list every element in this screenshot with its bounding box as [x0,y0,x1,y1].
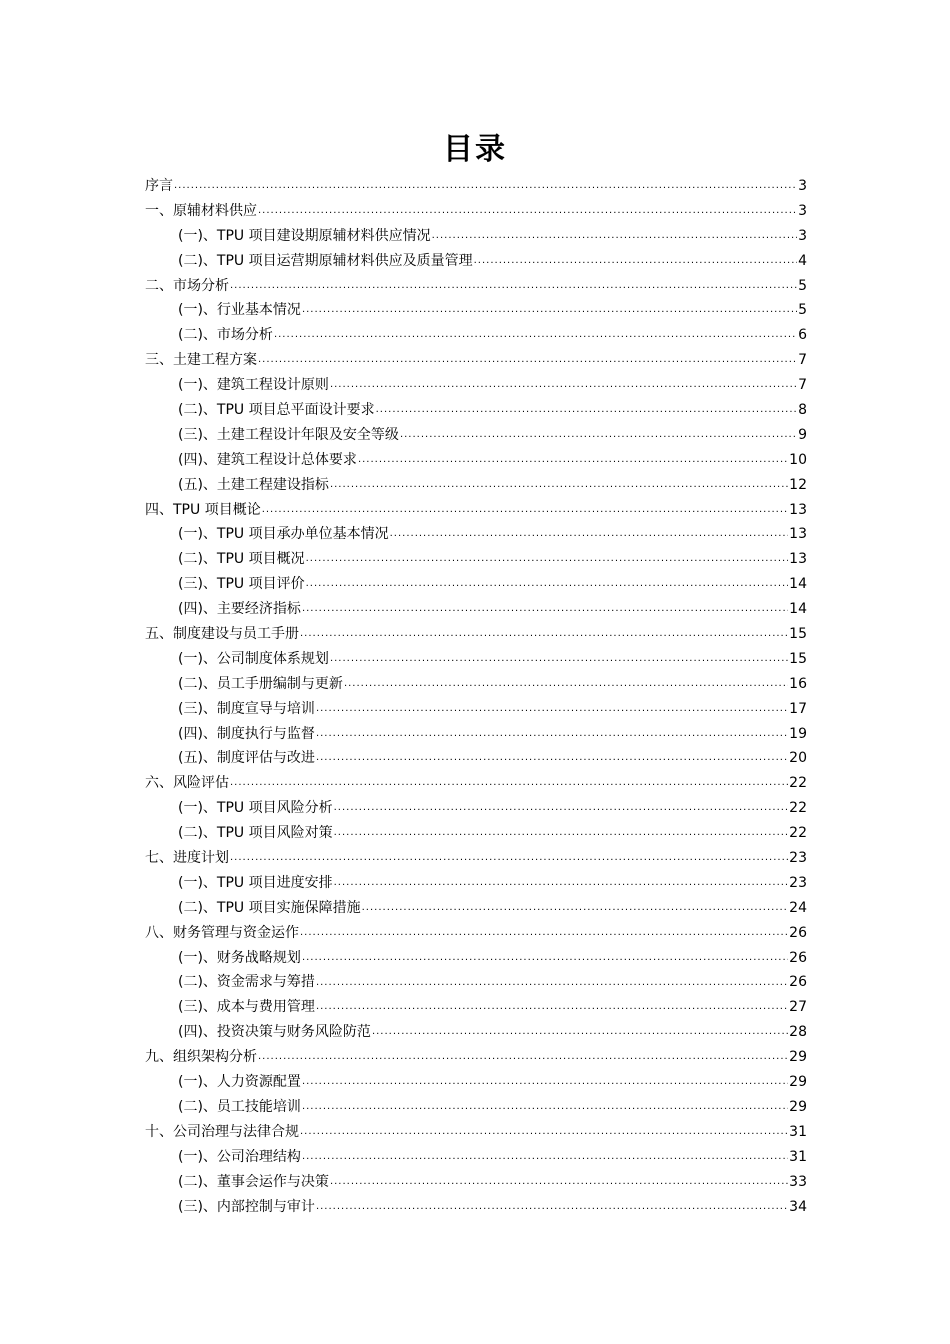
dot-leader [316,697,788,722]
toc-subentry[interactable] [145,871,807,896]
toc-entry[interactable] [145,1120,807,1145]
toc-entry-label: (一)、行业基本情况 [178,302,301,319]
toc-subentry[interactable] [145,448,807,473]
table-of-contents [145,174,807,1219]
toc-page-number: 19 [789,725,807,742]
toc-page-number: 23 [789,874,807,891]
dot-leader [330,1170,788,1195]
toc-entry-label: (二)、TPU 项目运营期原辅材料供应及质量管理 [178,252,473,269]
toc-entry-label: (一)、TPU 项目建设期原辅材料供应情况 [178,227,431,244]
toc-entry-label: 十、公司治理与法律合规 [145,1123,299,1140]
toc-subentry[interactable] [145,522,807,547]
dot-leader [432,224,797,249]
toc-subentry[interactable] [145,946,807,971]
toc-entry-label: (一)、公司治理结构 [178,1148,301,1165]
toc-page-number: 8 [798,402,807,418]
dot-leader [174,174,797,199]
toc-page-number: 15 [789,650,807,667]
dot-leader [302,1145,788,1170]
toc-page-number: 26 [789,924,807,941]
toc-entry-label: (一)、TPU 项目承办单位基本情况 [178,526,389,543]
toc-subentry[interactable] [145,1020,807,1045]
toc-entry-label: (三)、成本与费用管理 [178,999,315,1016]
toc-entry-label: (二)、董事会运作与决策 [178,1173,329,1190]
dot-leader [362,896,789,921]
toc-subentry[interactable] [145,896,807,921]
toc-page-number: 34 [789,1198,807,1215]
toc-page-number: 14 [789,601,807,618]
toc-page-number: 26 [789,974,807,991]
toc-entry-label: (四)、建筑工程设计总体要求 [178,451,357,468]
dot-leader [302,298,797,323]
toc-page-number: 13 [789,501,807,518]
toc-page-number: 5 [798,277,807,294]
toc-entry-label: (四)、制度执行与监督 [178,725,315,742]
toc-subentry[interactable] [145,672,807,697]
toc-entry-label: 八、财务管理与资金运作 [145,924,299,941]
toc-page-number: 24 [789,899,807,916]
toc-subentry[interactable] [145,547,807,572]
dot-leader [306,547,789,572]
toc-page-number: 15 [789,626,807,643]
dot-leader [334,871,789,896]
toc-page-number: 17 [789,700,807,717]
toc-entry-label: 序言 [145,177,173,194]
toc-page-number: 29 [789,1049,807,1066]
toc-subentry[interactable] [145,1095,807,1120]
toc-subentry[interactable] [145,647,807,672]
toc-entry[interactable] [145,1045,807,1070]
toc-page-number: 16 [789,675,807,692]
dot-leader [334,796,789,821]
toc-entry-label: 四、TPU 项目概论 [145,501,261,518]
toc-entry-label: (四)、主要经济指标 [178,601,301,618]
toc-subentry[interactable] [145,746,807,771]
dot-leader [258,199,797,224]
toc-entry-label: (五)、制度评估与改进 [178,750,315,767]
dot-leader [316,971,788,996]
toc-page-number: 5 [798,302,807,319]
dot-leader [302,597,788,622]
toc-entry-label: 二、市场分析 [145,277,229,294]
toc-page-number: 13 [789,526,807,543]
toc-subentry[interactable] [145,597,807,622]
toc-entry[interactable] [145,274,807,299]
toc-entry-label: (二)、TPU 项目实施保障措施 [178,899,361,916]
dot-leader [316,1195,788,1220]
dot-leader [316,995,788,1020]
toc-subentry[interactable] [145,1195,807,1220]
dot-leader [372,1020,788,1045]
dot-leader [334,821,789,846]
dot-leader [302,1095,788,1120]
toc-page-number: 3 [798,227,807,244]
toc-subentry[interactable] [145,323,807,348]
toc-page-number: 20 [789,750,807,767]
toc-entry-label: (二)、员工手册编制与更新 [178,675,343,692]
dot-leader [258,1045,788,1070]
toc-page-number: 7 [798,377,807,394]
dot-leader [400,423,797,448]
toc-entry-label: 一、原辅材料供应 [145,202,257,219]
toc-entry-label: (一)、TPU 项目风险分析 [178,800,333,817]
dot-leader [376,398,797,423]
toc-page-number: 7 [798,352,807,369]
dot-leader [262,498,788,523]
toc-subentry[interactable] [145,373,807,398]
toc-page-number: 3 [798,202,807,219]
dot-leader [302,946,788,971]
toc-subentry[interactable] [145,971,807,996]
toc-subentry[interactable] [145,298,807,323]
toc-page-number: 31 [789,1123,807,1140]
dot-leader [316,722,788,747]
toc-entry-label: 三、土建工程方案 [145,352,257,369]
toc-entry-label: (三)、TPU 项目评价 [178,576,305,593]
dot-leader [358,448,788,473]
toc-entry-label: (三)、土建工程设计年限及安全等级 [178,426,399,443]
dot-leader [390,522,789,547]
toc-subentry[interactable] [145,821,807,846]
dot-leader [300,1120,788,1145]
toc-page-number: 3 [798,177,807,194]
toc-subentry[interactable] [145,1070,807,1095]
toc-page-number: 13 [789,551,807,568]
toc-entry-label: (一)、人力资源配置 [178,1074,301,1091]
toc-entry-label: (二)、TPU 项目总平面设计要求 [178,402,375,418]
dot-leader [316,746,788,771]
toc-page-number: 29 [789,1098,807,1115]
toc-page-number: 29 [789,1074,807,1091]
toc-entry[interactable] [145,921,807,946]
toc-page-number: 33 [789,1173,807,1190]
toc-entry[interactable] [145,622,807,647]
toc-page-number: 9 [798,426,807,443]
toc-entry-label: (二)、TPU 项目概况 [178,551,305,568]
toc-entry-label: 七、进度计划 [145,850,229,867]
dot-leader [258,348,797,373]
dot-leader [330,473,788,498]
toc-subentry[interactable] [145,697,807,722]
toc-page-number: 10 [789,451,807,468]
toc-entry-label: 六、风险评估 [145,775,229,792]
toc-entry-label: (二)、员工技能培训 [178,1098,301,1115]
toc-page-number: 14 [789,576,807,593]
toc-page-number: 22 [789,775,807,792]
dot-leader [306,572,789,597]
dot-leader [300,921,788,946]
toc-entry-label: (三)、内部控制与审计 [178,1198,315,1215]
toc-subentry[interactable] [145,224,807,249]
toc-entry-label: (一)、TPU 项目进度安排 [178,874,333,891]
toc-page-number: 12 [789,476,807,493]
toc-entry[interactable] [145,771,807,796]
toc-subentry[interactable] [145,398,807,423]
toc-entry-label: (二)、市场分析 [178,327,273,344]
dot-leader [230,846,788,871]
toc-entry[interactable] [145,174,807,199]
toc-page-number: 27 [789,999,807,1016]
toc-entry[interactable] [145,199,807,224]
toc-entry-label: (一)、财务战略规划 [178,949,301,966]
toc-title: 目录 [443,132,507,167]
toc-subentry[interactable] [145,722,807,747]
toc-entry-label: (五)、土建工程建设指标 [178,476,329,493]
toc-subentry[interactable] [145,423,807,448]
toc-page-number: 4 [798,252,807,269]
toc-entry-label: (四)、投资决策与财务风险防范 [178,1024,371,1041]
dot-leader [300,622,788,647]
toc-page-number: 6 [798,327,807,344]
toc-page-number: 26 [789,949,807,966]
dot-leader [330,647,788,672]
toc-page-number: 22 [789,825,807,842]
dot-leader [330,373,797,398]
toc-page-number: 23 [789,850,807,867]
toc-entry[interactable] [145,348,807,373]
dot-leader [230,274,797,299]
dot-leader [474,249,797,274]
toc-entry-label: (二)、资金需求与筹措 [178,974,315,991]
toc-subentry[interactable] [145,249,807,274]
toc-subentry[interactable] [145,572,807,597]
toc-entry-label: (二)、TPU 项目风险对策 [178,825,333,842]
dot-leader [344,672,788,697]
toc-subentry[interactable] [145,1170,807,1195]
toc-page-number: 28 [789,1024,807,1041]
toc-entry-label: (一)、公司制度体系规划 [178,650,329,667]
dot-leader [302,1070,788,1095]
toc-entry-label: (一)、建筑工程设计原则 [178,377,329,394]
toc-subentry[interactable] [145,1145,807,1170]
dot-leader [230,771,788,796]
toc-entry-label: 五、制度建设与员工手册 [145,626,299,643]
toc-entry-label: (三)、制度宣导与培训 [178,700,315,717]
dot-leader [274,323,797,348]
toc-entry-label: 九、组织架构分析 [145,1049,257,1066]
toc-entry[interactable] [145,846,807,871]
toc-subentry[interactable] [145,473,807,498]
toc-page-number: 31 [789,1148,807,1165]
toc-entry[interactable] [145,498,807,523]
toc-subentry[interactable] [145,796,807,821]
toc-page-number: 22 [789,800,807,817]
toc-subentry[interactable] [145,995,807,1020]
